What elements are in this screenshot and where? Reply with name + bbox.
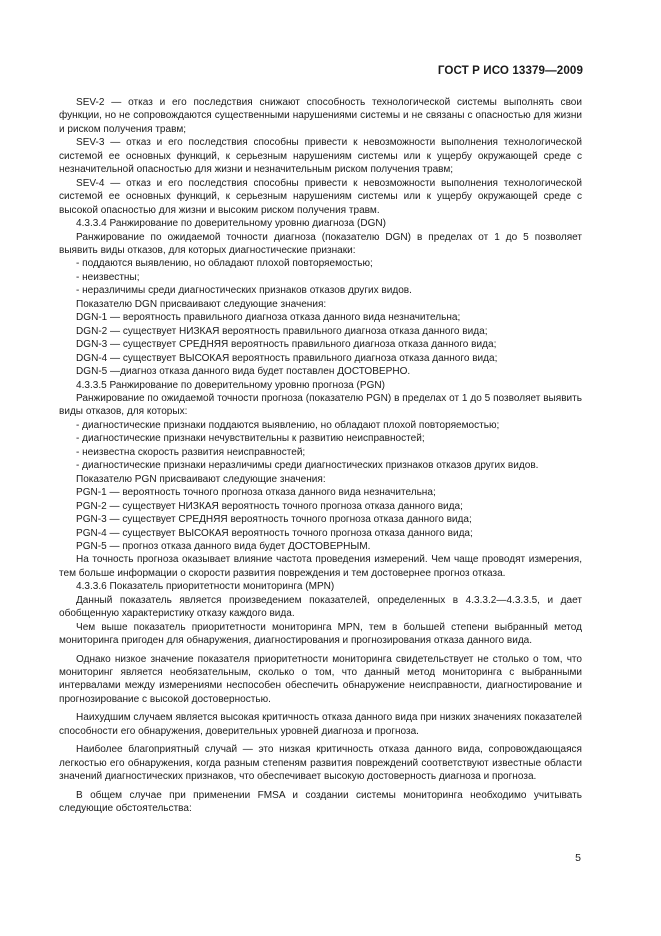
paragraph: 4.3.3.4 Ранжирование по доверительному уровню диагноза (DGN) bbox=[76, 218, 387, 230]
list-item: - неизвестны; bbox=[76, 271, 140, 283]
paragraph: DGN-4 — существует ВЫСОКАЯ вероятность правильного диагноза отказа данного вида; bbox=[76, 352, 498, 364]
paragraph: PGN-5 — прогноз отказа данного вида будет ДОСТОВЕРНЫМ. bbox=[76, 540, 371, 552]
list-item: - диагностические признаки поддаются выявлению, но обладают плохой повторяемостью; bbox=[76, 419, 500, 431]
paragraph: Наихудшим случаем является высокая критичность отказа данного вида при низких значениях показателей способности его обнаружения, доверительных уровней диагноза и прогноза. bbox=[59, 712, 582, 737]
paragraph: PGN-3 — существует СРЕДНЯЯ вероятность точного прогноза отказа данного вида; bbox=[76, 514, 472, 526]
paragraph: Показателю DGN присваивают следующие значения: bbox=[76, 298, 327, 310]
paragraph: DGN-2 — существует НИЗКАЯ вероятность правильного диагноза отказа данного вида; bbox=[76, 325, 488, 337]
paragraph: Данный показатель является произведением показателей, определенных в 4.3.3.2—4.3.3.5, и дает обобщенную характеристику отказу каждого вида. bbox=[59, 594, 582, 620]
list-item: - поддаются выявлению, но обладают плохой повторяемостью; bbox=[76, 258, 373, 270]
list-item: - диагностические признаки нечувствительны к развитию неисправностей; bbox=[76, 433, 425, 445]
paragraph: DGN-1 — вероятность правильного диагноза отказа данного вида незначительна; bbox=[76, 312, 461, 324]
paragraph: Чем выше показатель приоритетности мониторинга MPN, тем в большей степени выбранный метод мониторинга пригоден для обнаружения, диагностирования и прогнозирования отказа данного вида. bbox=[59, 621, 582, 647]
paragraph: 4.3.3.5 Ранжирование по доверительному уровню прогноза (PGN) bbox=[76, 379, 386, 391]
paragraph: В общем случае при применении FMSA и создании системы мониторинга необходимо учитывать следующие обстоятельства: bbox=[59, 789, 582, 815]
paragraph: SEV-4 — отказ и его последствия способны привести к невозможности выполнения технологической системой ее основных функций, к серьезным нарушениям системы или к ущербу окружающей среде с высокой опасностью для жизни и высоким риском получения травм. bbox=[59, 177, 582, 216]
paragraph: 4.3.3.6 Показатель приоритетности мониторинга (MPN) bbox=[76, 581, 335, 593]
document-header: ГОСТ Р ИСО 13379—2009 bbox=[437, 64, 583, 77]
paragraph: DGN-3 — существует СРЕДНЯЯ вероятность правильного диагноза отказа данного вида; bbox=[76, 339, 497, 351]
paragraph: Однако низкое значение показателя приоритетности мониторинга свидетельствует не столько о том, что мониторинг является необязательным, сколько о том, что данный метод мониторинга с выбранными интервалами между измерениями неспособен обеспечить обнаружение неисправности, диагностирование и прогнозирование с высокой достоверностью. bbox=[59, 653, 582, 705]
paragraph: PGN-2 — существует НИЗКАЯ вероятность точного прогноза отказа данного вида; bbox=[76, 500, 463, 512]
page-number: 5 bbox=[575, 852, 581, 864]
paragraph: На точность прогноза оказывает влияние частота проведения измерений. Чем чаще проводят измерения, тем больше информации о скорости развития повреждения и тем достовернее прогноз отказа. bbox=[59, 554, 582, 579]
paragraph: PGN-4 — существует ВЫСОКАЯ вероятность точного прогноза отказа данного вида; bbox=[76, 527, 473, 539]
document-body bbox=[59, 96, 582, 816]
paragraph: DGN-5 —диагноз отказа данного вида будет поставлен ДОСТОВЕРНО. bbox=[76, 366, 411, 378]
paragraph: - диагностические признаки неразличимы среди диагностических признаков отказов других видов. bbox=[76, 460, 539, 472]
paragraph: PGN-1 — вероятность точного прогноза отказа данного вида незначительна; bbox=[76, 487, 436, 499]
paragraph: SEV-3 — отказ и его последствия способны привести к невозможности выполнения технологической системой ее основных функций, к серьезным нарушениям системы или к ущербу окружающей среде с незначительной опасностью для жизни и незначительным риском получения травм; bbox=[59, 137, 582, 176]
paragraph: SEV-2 — отказ и его последствия снижают способность технологической системы выполнять свои функции, но не сопровождаются существенными нарушениями системы и не связаны с опасностью для жизни и риском получения травм; bbox=[59, 97, 582, 135]
paragraph: Показателю PGN присваивают следующие значения: bbox=[76, 473, 326, 485]
paragraph: Ранжирование по ожидаемой точности диагноза (показателю DGN) в пределах от 1 до 5 позволяет выявить виды отказов, для которых диагностические признаки: bbox=[59, 231, 582, 256]
list-item: - неразличимы среди диагностических признаков отказов других видов. bbox=[76, 285, 412, 297]
paragraph: Наиболее благоприятный случай — это низкая критичность отказа данного вида, сопровождающаяся легкостью его обнаружения, когда разным степеням развития повреждений соответствуют известные области значений диагностических признаков, что обеспечивает высокую достоверность диагноза и прогноза. bbox=[59, 744, 582, 783]
list-item: - неизвестна скорость развития неисправностей; bbox=[76, 446, 306, 458]
paragraph: Ранжирование по ожидаемой точности прогноза (показателю PGN) в пределах от 1 до 5 позволяет выявить виды отказов, для которых: bbox=[59, 392, 582, 418]
